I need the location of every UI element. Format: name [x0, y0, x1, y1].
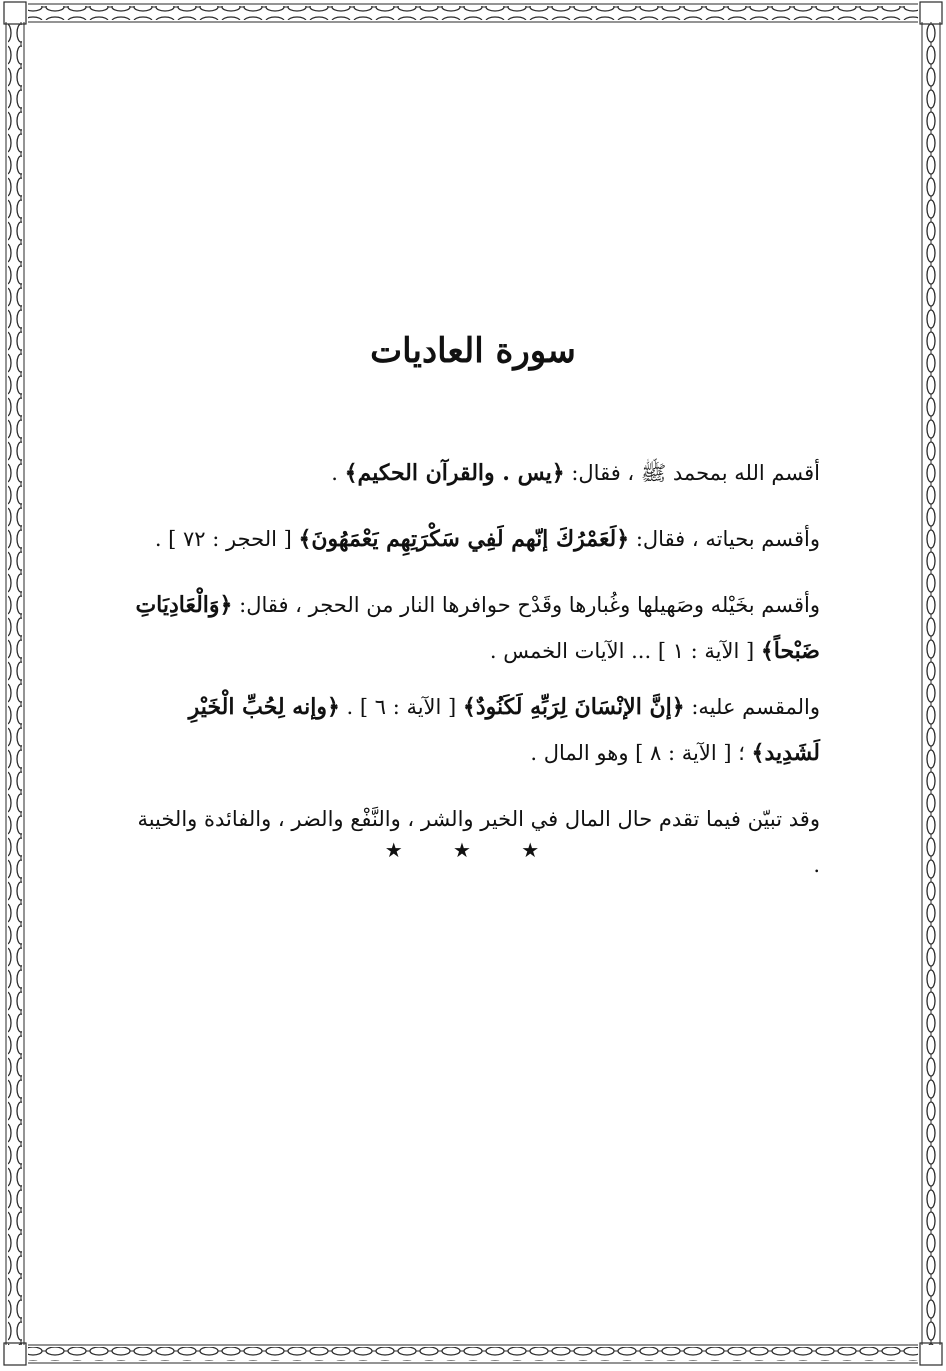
text-run: [ الآية : ١ ] ... الآيات الخمس .	[489, 639, 761, 663]
text-run: [ الآية : ٦ ] .	[339, 695, 463, 719]
text-run: وأقسم بخَيْله وصَهيلها وغُبارها وقَدْح حوافرها النار من الحجر ، فقال:	[232, 593, 820, 617]
text-run: أقسم الله بمحمد ﷺ ، فقال:	[564, 461, 820, 485]
page-title: سورة العاديات	[370, 330, 576, 371]
quran-verse: ﴿لَعَمْرُكَ إنّهم لَفِي سَكْرَتِهِم يَعْمَهُونَ﴾	[298, 526, 630, 552]
quran-verse: ﴿وإنه لِحُبِّ الْخَيْرِ لَشَدِيد﴾	[188, 694, 820, 766]
text-run: والمقسم عليه:	[684, 695, 820, 719]
text-run: .	[331, 461, 345, 485]
text-run: وأقسم بحياته ، فقال:	[629, 527, 820, 551]
section-separator: ★ ★ ★	[384, 838, 562, 862]
paragraph	[130, 450, 820, 496]
quran-verse: ﴿وَالْعَادِيَاتِ ضَبْحاً﴾	[135, 592, 820, 664]
quran-verse: ﴿إنَّ الإنْسَانَ لِرَبِّهِ لَكَنُودٌ﴾	[462, 694, 685, 720]
quran-verse: ﴿يس . والقرآن الحكيم﴾	[344, 460, 565, 486]
paragraph	[130, 516, 820, 562]
text-run: ؛ [ الآية : ٨ ] وهو المال .	[530, 741, 752, 765]
text-run: وقد تبيّن فيما تقدم حال المال في الخير والشر ، والنَّفْع والضر ، والفائدة والخيبة .	[137, 807, 820, 877]
text-run: [ الحجر : ٧٢ ] .	[154, 527, 299, 551]
paragraph	[130, 684, 820, 776]
paragraph	[130, 582, 820, 674]
